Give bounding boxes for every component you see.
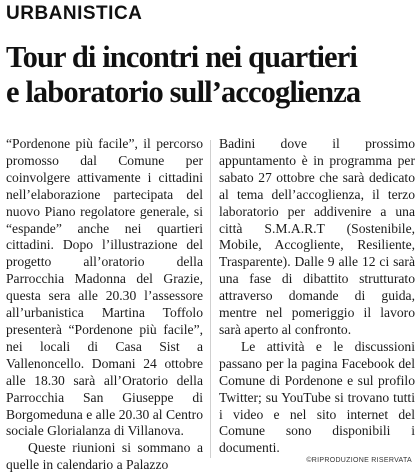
- body-paragraph-1: “Pordenone più facile”, il percorso promosso dal Comune per coinvolgere attivamente i cittadini nell’elaborazione partecipata del nuovo Piano regolatore generale, si “espande” anche nei quartieri cittadini. Dopo l’illustrazione del progetto all’oratorio della Parrocchia Madonna del Grazie, questa sera alle 20.30 l’assessore all’urbanistica Martina Toffolo presenterà “Pordenone più facile”, nei locali di Casa Sist a Vallenoncello. Domani 24 ottobre alle 18.30 sarà all’Oratorio della Parrocchia San Giuseppe di Borgomeduna e alle 20.30 al Centro sociale Glorialanza di Villanova.: [6, 136, 203, 439]
- headline-line-1: Tour di incontri nei quartieri: [6, 40, 357, 74]
- copyright-notice: ©RIPRODUZIONE RISERVATA: [306, 457, 412, 464]
- headline: [6, 40, 418, 110]
- section-label: URBANISTICA: [6, 3, 143, 24]
- body-paragraph-2: Queste riunioni si sommano a quelle in calendario a Palazzo: [6, 440, 203, 473]
- article-column-right: [219, 136, 415, 457]
- column-divider: [210, 140, 211, 458]
- headline-line-2: e laboratorio sull’accoglienza: [6, 75, 361, 109]
- body-paragraph-4: Le attività e le discussioni passano per la pagina Facebook del Comune di Pordenone e sul profilo Twitter; su YouTube si trovano tutti i video e nel sito internet del Comune sono disponibili i documenti.: [219, 338, 415, 456]
- article-column-left: [6, 136, 203, 474]
- body-paragraph-3: Badini dove il prossimo appuntamento è in programma per sabato 27 ottobre che sarà dedicato al tema dell’accoglienza, il terzo laboratorio per addivenire a una città S.M.A.R.T (Sostenibile, Mobile, Accogliente, Resiliente, Trasparente). Dalle 9 alle 12 ci sarà una fase di dibattito strutturato attraverso domande di guida, mentre nel pomeriggio il lavoro sarà aperto al confronto.: [219, 136, 415, 337]
